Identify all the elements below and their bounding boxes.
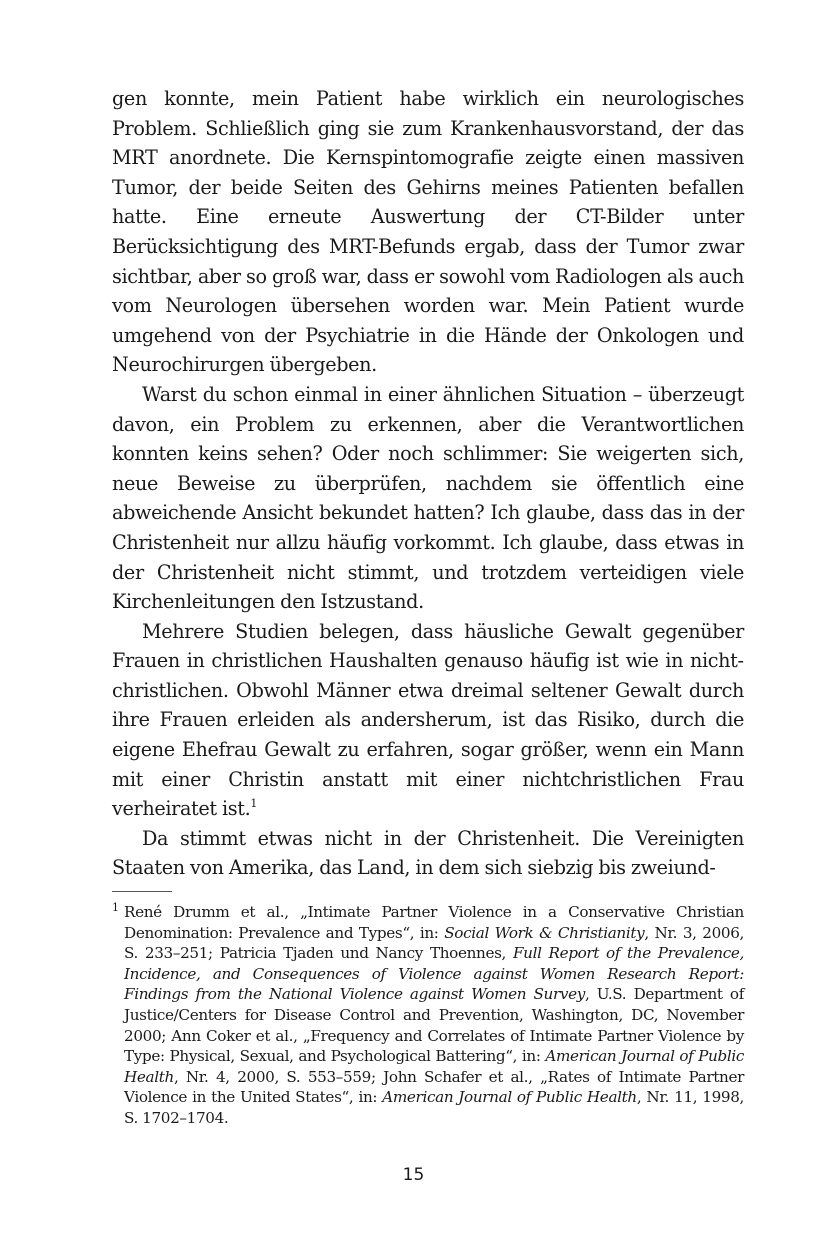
footnote-segment: , Nr. 11, 1998, S. 1702–1704. xyxy=(124,1088,744,1127)
body-text xyxy=(112,84,744,883)
paragraph-3 xyxy=(112,617,744,824)
footnote-text xyxy=(124,903,744,1127)
paragraph-4 xyxy=(112,824,744,883)
footnote-segment-italic: Full Report of the Prevalence, Incidence, and Consequences of Violence against Women Research Report: Findings from the National Violence against Women Survey xyxy=(124,944,744,1004)
footnote-area xyxy=(112,891,744,1129)
footnote-segment-italic: American Journal of Public Health xyxy=(124,1047,744,1086)
footnote-reference[interactable]: 1 xyxy=(250,797,258,811)
paragraph-1-text: gen konnte, mein Patient habe wirklich ein neurologisches Problem. Schließlich ging sie zum Krankenhausvorstand, der das MRT anordnete. Die Kernspintomografie zeigte einen massiven Tumor, der beide Seiten des Gehirns meines Patienten befallen hatte. Eine erneute Auswertung der CT-Bilder unter Berücksichtigung des MRT-Befunds ergab, dass der Tumor zwar sichtbar, aber so groß war, dass er sowohl vom Radiologen als auch vom Neurologen übersehen worden war. Mein Patient wurde umgehend von der Psychiatrie in die Hände der Onkologen und Neurochirurgen übergeben. xyxy=(112,87,744,377)
paragraph-3-text: Mehrere Studien belegen, dass häusliche Gewalt gegenüber Frauen in christlichen Haushalten genauso häufig ist wie in nichtchristlichen. Obwohl Männer etwa dreimal seltener Gewalt durch ihre Frauen erleiden als andersherum, ist das Risiko, durch die eigene Ehefrau Gewalt zu erfahren, sogar größer, wenn ein Mann mit einer Christin anstatt mit einer nichtchristlichen Frau verheiratet ist. xyxy=(112,619,744,821)
footnote-1 xyxy=(112,902,744,1129)
paragraph-2-text: Warst du schon einmal in einer ähnlichen Situation – überzeugt davon, ein Problem zu erkennen, aber die Verantwortlichen konnten keins sehen? Oder noch schlimmer: Sie weigerten sich, neue Beweise zu überprüfen, nachdem sie öffentlich eine abweichende Ansicht bekundet hatten? Ich glaube, dass das in der Christenheit nur allzu häufig vorkommt. Ich glaube, dass etwas in der Christenheit nicht stimmt, und trotzdem verteidigen viele Kirchenleitungen den Istzustand. xyxy=(112,382,744,614)
footnote-segment: , Nr. 4, 2000, S. 553–559; John Schafer et al., „Rates of Intimate Partner Violence in the United States“, in: xyxy=(124,1067,744,1107)
footnote-segment-italic: Social Work & Christianity xyxy=(444,923,645,942)
footnote-segment-italic: American Journal of Public Health xyxy=(382,1088,637,1107)
main-text xyxy=(112,84,744,883)
footnote-mark: 1 xyxy=(112,901,119,914)
footnote-divider xyxy=(112,891,172,892)
page-number: 15 xyxy=(402,1165,425,1185)
footnote-segment: René Drumm et al., „Intimate Partner Violence in a Conservative Christian Denomination: Prevalence and Types“, in: xyxy=(124,903,744,942)
paragraph-1 xyxy=(112,84,744,380)
footnote-segment: , U.S. Department of Justice/Centers for Disease Control and Prevention, Washington, DC, November 2000; Ann Coker et al., „Frequency and Correlates of Intimate Partner Violence by Type: Physical, Sexual, and Psychological Battering“, in: xyxy=(124,985,744,1066)
paragraph-4-text: Da stimmt etwas nicht in der Christenheit. Die Vereinigten Staaten von Amerika, das Land, in dem sich siebzig bis zweiund- xyxy=(112,826,744,880)
footnote-segment: , Nr. 3, 2006, S. 233–251; Patricia Tjaden und Nancy Thoennes, xyxy=(124,923,744,963)
paragraph-2 xyxy=(112,380,744,617)
